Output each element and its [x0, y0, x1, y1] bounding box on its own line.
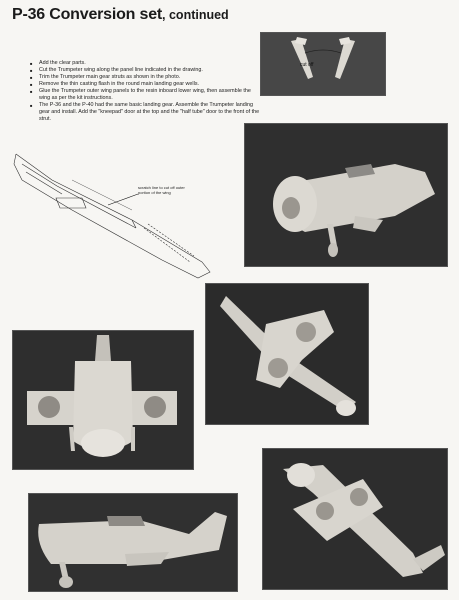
page-title-main: P-36 Conversion set — [12, 6, 163, 23]
instruction-item: ■ Remove the thin casting flash in the round main landing gear wells. — [30, 81, 262, 88]
nose-front-image — [13, 331, 193, 469]
wing-top-photo — [205, 283, 369, 425]
instruction-item: ■ Add the clear parts. — [30, 60, 262, 67]
wing-top-image — [206, 284, 368, 424]
cut-off-label: cut off — [300, 62, 314, 68]
wing-drawing — [12, 150, 237, 295]
underside-image — [263, 449, 447, 589]
underside-photo — [262, 448, 448, 590]
drawing-callout: scratch line to cut off outer portion of the wing — [138, 185, 185, 195]
wing-line-art — [12, 150, 237, 295]
page-title — [12, 5, 229, 25]
page-title-continued: , continued — [162, 8, 229, 22]
instruction-item: ■ The P-36 and the P-40 had the same basic landing gear. Assemble the Trumpeter landing gear and install. Add the "kneepad" door at the top and the "half tube" door to the front of the strut. — [30, 102, 262, 123]
instruction-list — [30, 60, 262, 123]
gear-struts-image — [261, 33, 385, 95]
fuselage-photo-right — [244, 123, 448, 267]
fuselage-side-image — [245, 124, 447, 266]
instruction-item: ■ Glue the Trumpeter outer wing panels to the resin inboard lower wing, then assemble the wing as per the kit instructions. — [30, 88, 262, 102]
strut-photo — [260, 32, 386, 96]
fuselage-photo-left — [28, 493, 238, 592]
instruction-item: ■ Cut the Trumpeter wing along the panel line indicated in the drawing. — [30, 67, 262, 74]
nose-front-photo — [12, 330, 194, 470]
instruction-item: ■ Trim the Trumpeter main gear struts as shown in the photo. — [30, 74, 262, 81]
fuselage-profile-image — [29, 494, 237, 591]
